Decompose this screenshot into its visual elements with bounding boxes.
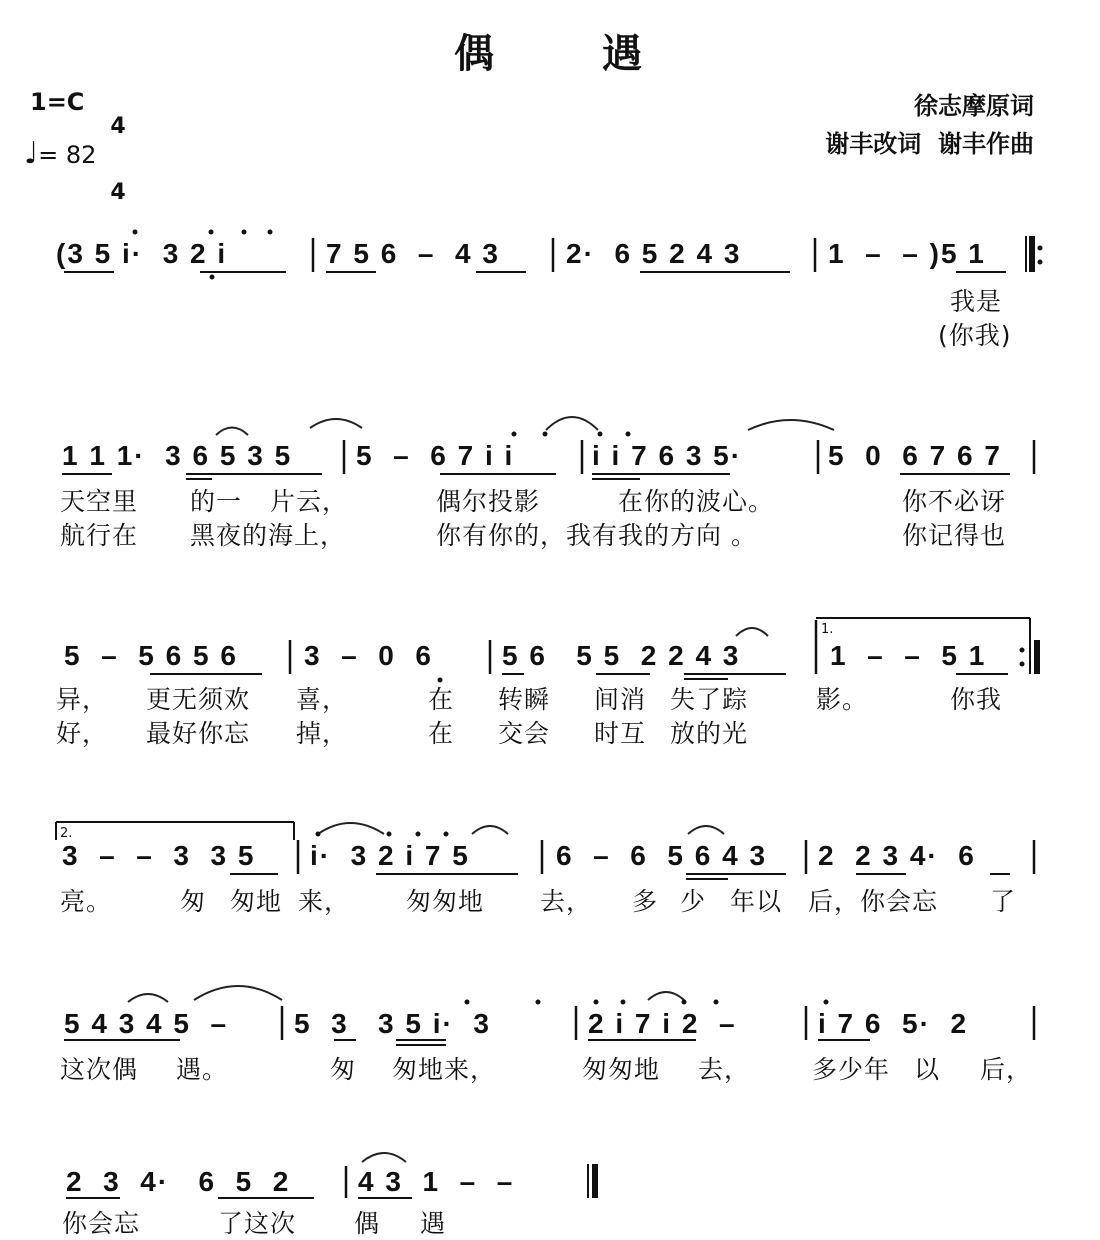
octave-dot <box>543 432 548 437</box>
lyric: 你会忘 <box>62 1209 141 1238</box>
lyric: 少 <box>680 887 707 916</box>
measure-4: 1 – – )5 1 <box>828 238 986 269</box>
composer-credit: 谢丰改词 谢丰作曲 <box>825 130 1034 158</box>
lyric: 更无须欢 <box>146 685 251 714</box>
measure-22: 4 3 1 – – <box>358 1166 515 1197</box>
octave-dot <box>209 230 214 235</box>
lyric: 天空里 <box>60 487 139 516</box>
measure-19: 2 i 7 i 2 – <box>588 1008 737 1039</box>
measure-5: 1 1 1· 3 6 5 3 5 <box>62 440 293 471</box>
measure-7: i i 7 6 3 5· <box>592 440 743 471</box>
measure-10: 3 – 0 6 <box>304 640 433 671</box>
measure-17: 5 4 3 4 5 – <box>64 1008 229 1039</box>
measure-13: 3 – – 3 3 5 <box>62 840 256 871</box>
octave-dot <box>621 1000 626 1005</box>
slur <box>472 826 508 834</box>
lyric: 你记得也 <box>902 521 1007 550</box>
lyric: 黑夜的海上， <box>190 521 347 550</box>
octave-dot <box>626 432 631 437</box>
lyric: 最好你忘 <box>146 719 251 748</box>
slur <box>128 994 168 1002</box>
octave-dot <box>416 832 421 837</box>
lyric: 转瞬 <box>498 685 551 714</box>
octave-dot <box>465 1000 470 1005</box>
octave-dot <box>444 832 449 837</box>
slur <box>736 628 768 636</box>
lyric: 你有你的，我有我的方向 。 <box>436 521 757 550</box>
octave-dot <box>536 1000 541 1005</box>
slur <box>194 986 282 1000</box>
measure-6: 5 – 6 7 i i <box>356 440 515 471</box>
lyric: 片云， <box>270 487 349 516</box>
measure-9: 5 – 5 6 5 6 <box>64 640 238 671</box>
measure-8: 5 0 6 7 6 7 <box>828 440 1002 471</box>
lyric: 偶尔投影 <box>436 487 541 516</box>
lyric: 多少年 <box>812 1055 891 1084</box>
lyric: 去， <box>540 887 593 916</box>
lyric: 来， <box>298 887 351 916</box>
lyric: 以 <box>914 1055 941 1084</box>
lyric: 影。 <box>816 685 869 714</box>
lyric: 多 <box>632 887 659 916</box>
tempo-marking: ♩= 82 <box>24 136 97 171</box>
lyric: 时互 <box>594 719 647 748</box>
octave-dot <box>594 1000 599 1005</box>
octave-dot <box>598 432 603 437</box>
lyric: 喜， <box>296 685 349 714</box>
slur <box>216 428 248 436</box>
lyric: 遇 <box>420 1209 447 1238</box>
lyric: 匆地来， <box>392 1055 497 1084</box>
lyric: 好， <box>56 719 109 748</box>
key-signature: 1=C <box>30 88 85 116</box>
slur <box>546 417 598 430</box>
slur <box>310 419 362 428</box>
lyric: 你不必讶 <box>902 487 1007 516</box>
lyric: 的一 <box>190 487 243 516</box>
lyric: 这次偶 <box>60 1055 139 1084</box>
repeat-dot <box>1020 648 1025 653</box>
octave-dot <box>210 275 215 280</box>
lyric: 偶 <box>354 1209 381 1238</box>
octave-dot <box>824 1000 829 1005</box>
slur <box>688 826 724 834</box>
lyric: 间消 <box>594 685 647 714</box>
quarter-note-icon: ♩ <box>24 136 39 171</box>
measure-2: 7 5 6 – 4 3 <box>326 238 500 269</box>
lyricist-credit: 徐志摩原词 <box>914 92 1034 120</box>
measure-18: 5 3 3 5 i· 3 <box>294 1008 491 1039</box>
lyric: 匆 <box>180 887 207 916</box>
volta-1-label: 1. <box>821 622 834 637</box>
lyric: 匆匆地 <box>406 887 485 916</box>
octave-dot <box>512 432 517 437</box>
octave-dot <box>682 1000 687 1005</box>
octave-dot <box>268 230 273 235</box>
repeat-dot <box>1038 246 1043 251</box>
slur <box>318 823 384 834</box>
lyric: 后，你会忘 <box>808 887 939 916</box>
octave-dot <box>387 832 392 837</box>
lyric-pickup-alt: (你我) <box>938 321 1012 350</box>
song-title: 偶 遇 <box>454 31 646 77</box>
measure-15: 6 – 6 5 6 4 3 <box>556 840 768 871</box>
octave-dot <box>242 230 247 235</box>
volta-2-label: 2. <box>60 826 73 841</box>
measure-14: i· 3 2 i 7 5 <box>310 840 470 871</box>
measure-3: 2· 6 5 2 4 3 <box>566 238 742 269</box>
lyric: 交会 <box>498 719 551 748</box>
lyric: 遇。 <box>176 1055 229 1084</box>
measure-21: 2 3 4· 6 5 2 <box>66 1166 291 1197</box>
lyric: 匆匆地 <box>582 1055 661 1084</box>
octave-dot <box>133 230 138 235</box>
lyric-pickup: 我是 <box>950 287 1003 316</box>
lyric: 后， <box>980 1055 1033 1084</box>
lyric: 在 <box>428 685 455 714</box>
lyric: 年以 <box>730 887 783 916</box>
lyric: 放的光 <box>670 719 749 748</box>
repeat-dot <box>1020 662 1025 667</box>
repeat-dot <box>1038 260 1043 265</box>
slur <box>748 420 834 430</box>
lyric: 你我 <box>950 685 1003 714</box>
octave-dot <box>714 1000 719 1005</box>
measure-16: 2 2 3 4· 6 <box>818 840 976 871</box>
lyric: 航行在 <box>60 521 139 550</box>
measure-12: 1 – – 5 1 <box>830 640 987 671</box>
lyric: 异， <box>56 685 109 714</box>
time-signature: 4 4 <box>110 114 126 205</box>
lyric: 了这次 <box>218 1209 297 1238</box>
lyric: 匆地 <box>230 887 283 916</box>
lyric: 失了踪 <box>670 685 749 714</box>
slur <box>648 992 684 1000</box>
lyric: 在你的波心。 <box>618 487 775 516</box>
lyric: 去， <box>698 1055 751 1084</box>
lyric: 掉， <box>296 719 349 748</box>
lyric: 匆 <box>330 1055 357 1084</box>
measure-20: i 7 6 5· 2 <box>818 1008 969 1039</box>
lyric: 了 <box>990 887 1017 916</box>
octave-dot <box>316 832 321 837</box>
slur <box>362 1153 406 1162</box>
measure-1: (3 5 i· 3 2 i <box>56 238 228 269</box>
lyric: 在 <box>428 719 455 748</box>
measure-11: 5 6 5 5 2 2 4 3 <box>502 640 741 671</box>
lyric: 亮。 <box>60 887 113 916</box>
